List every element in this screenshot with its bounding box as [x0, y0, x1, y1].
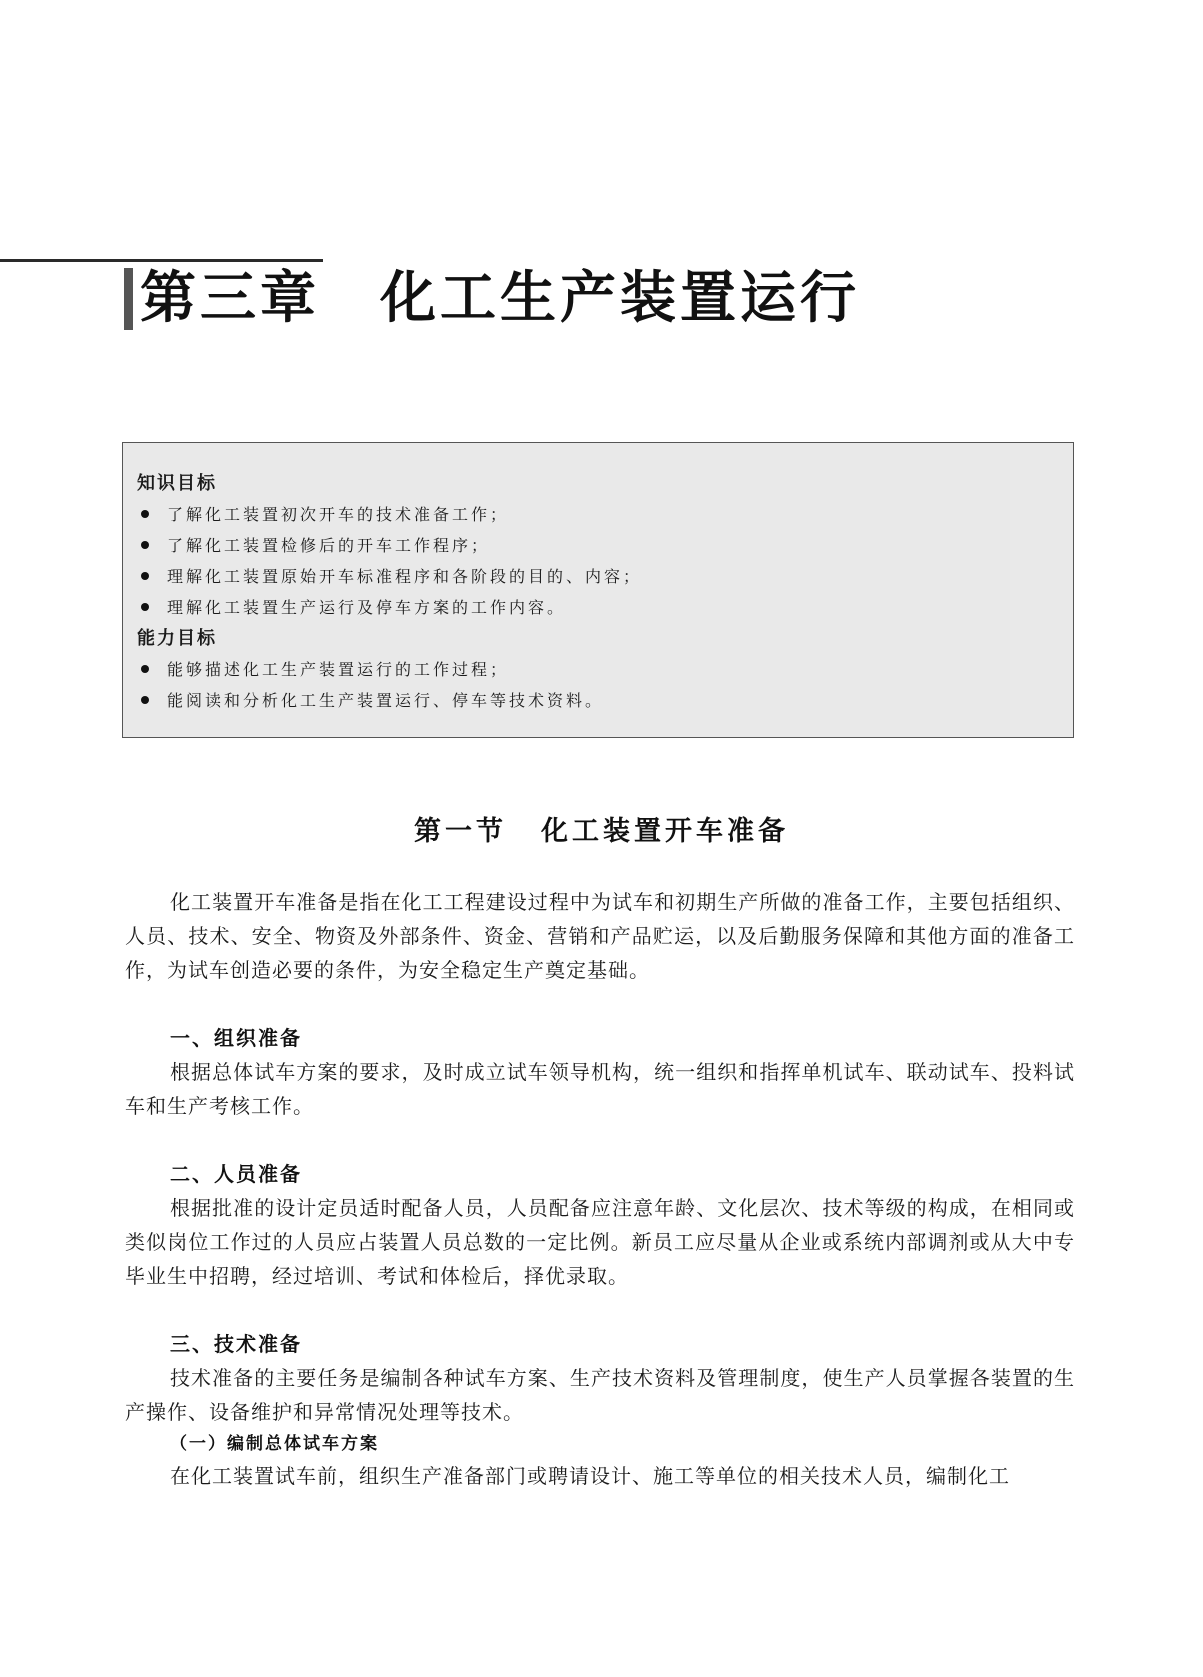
heading-organization-prep: 一、组织准备	[170, 1026, 302, 1050]
bullet-icon	[141, 696, 149, 704]
list-item: 了解化工装置初次开车的技术准备工作；	[137, 499, 1059, 530]
intro-paragraph: 化工装置开车准备是指在化工工程建设过程中为试车和初期生产所做的准备工作，主要包括组织、人员、技术、安全、物资及外部条件、资金、营销和产品贮运，以及后勤服务保障和其他方面的准备工作，为试车创造必要的条件，为安全稳定生产奠定基础。	[125, 890, 1075, 982]
organization-paragraph: 根据总体试车方案的要求，及时成立试车领导机构，统一组织和指挥单机试车、联动试车、投料试车和生产考核工作。	[125, 1060, 1075, 1118]
bullet-icon	[141, 510, 149, 518]
section-title	[0, 810, 1203, 854]
objectives-box	[122, 442, 1074, 738]
bullet-icon	[141, 541, 149, 549]
chapter-title	[140, 258, 860, 338]
bullet-icon	[141, 665, 149, 673]
ability-objectives-list	[137, 654, 1059, 716]
list-item: 理解化工装置原始开车标准程序和各阶段的目的、内容；	[137, 561, 1059, 592]
bullet-icon	[141, 603, 149, 611]
technical-paragraph: 技术准备的主要任务是编制各种试车方案、生产技术资料及管理制度，使生产人员掌握各装置的生产操作、设备维护和异常情况处理等技术。	[125, 1366, 1075, 1424]
heading-personnel-prep: 二、人员准备	[170, 1162, 302, 1186]
knowledge-objectives-list	[137, 499, 1059, 623]
personnel-paragraph: 根据批准的设计定员适时配备人员，人员配备应注意年龄、文化层次、技术等级的构成，在相同或类似岗位工作过的人员应占装置人员总数的一定比例。新员工应尽量从企业或系统内部调剂或从大中专毕业生中招聘，经过培训、考试和体检后，择优录取。	[125, 1196, 1075, 1288]
chapter-name: 化工生产装置运行	[380, 265, 860, 331]
section-name: 化工装置开车准备	[541, 816, 789, 847]
chapter-number: 第三章	[140, 265, 320, 331]
heading-overall-test-plan: （一）编制总体试车方案	[170, 1434, 379, 1454]
knowledge-objectives-heading: 知识目标	[137, 473, 217, 494]
bullet-icon	[141, 572, 149, 580]
list-item: 能够描述化工生产装置运行的工作过程；	[137, 654, 1059, 685]
section-number: 第一节	[414, 816, 507, 847]
list-item: 理解化工装置生产运行及停车方案的工作内容。	[137, 592, 1059, 623]
body-content	[125, 885, 1075, 1493]
test-plan-paragraph: 在化工装置试车前，组织生产准备部门或聘请设计、施工等单位的相关技术人员，编制化工	[170, 1464, 1010, 1488]
list-item: 了解化工装置检修后的开车工作程序；	[137, 530, 1059, 561]
chapter-bar	[124, 268, 133, 330]
heading-technical-prep: 三、技术准备	[170, 1332, 302, 1356]
ability-objectives-heading: 能力目标	[137, 628, 217, 649]
list-item: 能阅读和分析化工生产装置运行、停车等技术资料。	[137, 685, 1059, 716]
